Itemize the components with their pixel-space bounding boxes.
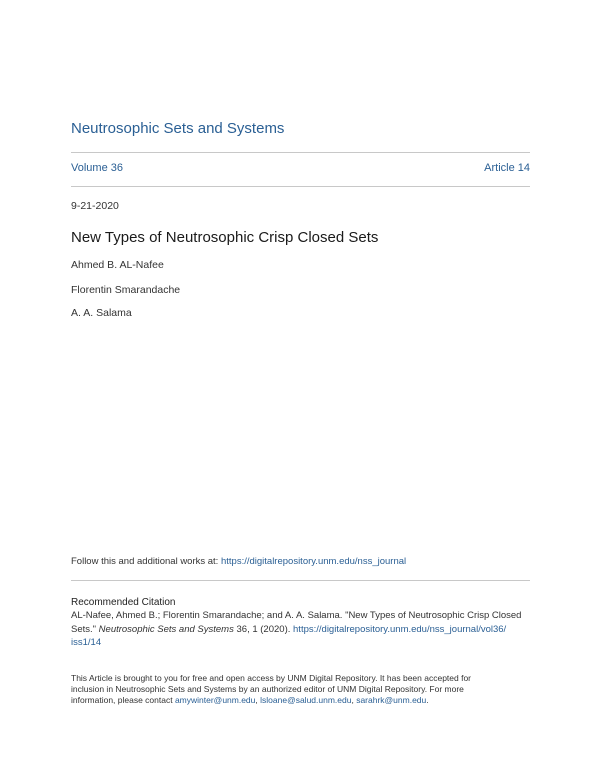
- follow-line: [71, 556, 406, 567]
- citation-body: [71, 609, 533, 650]
- email-link-3[interactable]: sarahrk@unm.edu: [356, 695, 427, 705]
- author-3: A. A. Salama: [71, 307, 132, 319]
- citation-line-3: [71, 636, 533, 650]
- citation-link-part2[interactable]: iss1/14: [71, 637, 102, 648]
- citation-line-1: AL-Nafee, Ahmed B.; Florentin Smarandache; and A. A. Salama. "New Types of Neutrosophic Crisp Closed: [71, 610, 522, 621]
- article-link[interactable]: Article 14: [484, 162, 530, 174]
- follow-text: Follow this and additional works at:: [71, 556, 221, 567]
- article-title: New Types of Neutrosophic Crisp Closed Sets: [71, 229, 379, 246]
- citation-text-a: Sets.": [71, 623, 99, 635]
- volume-link[interactable]: Volume 36: [71, 162, 123, 174]
- citation-heading: Recommended Citation: [71, 597, 176, 608]
- notice-end: .: [426, 695, 429, 705]
- access-notice: [71, 673, 511, 706]
- email-link-1[interactable]: amywinter@unm.edu: [174, 695, 256, 705]
- volume-row: [71, 162, 530, 174]
- divider-top: [71, 152, 530, 153]
- author-1: Ahmed B. AL-Nafee: [71, 259, 164, 271]
- citation-line-2: [71, 623, 533, 637]
- divider-citation: [71, 580, 530, 581]
- email-separator-1: ,: [255, 695, 261, 705]
- author-2: Florentin Smarandache: [71, 284, 181, 296]
- publication-date: 9-21-2020: [71, 200, 119, 212]
- follow-link[interactable]: https://digitalrepository.unm.edu/nss_journal: [220, 556, 407, 567]
- email-separator-2: ,: [351, 695, 357, 705]
- notice-line-2: inclusion in Neutrosophic Sets and Systems by an authorized editor of UNM Digital Repository. For more: [71, 684, 464, 694]
- notice-line-1: This Article is brought to you for free and open access by UNM Digital Repository. It has been accepted for: [71, 673, 472, 683]
- email-link-2[interactable]: lsloane@salud.unm.edu: [260, 695, 352, 705]
- journal-title-link[interactable]: Neutrosophic Sets and Systems: [71, 120, 285, 137]
- citation-link-part1[interactable]: https://digitalrepository.unm.edu/nss_journal/vol36/: [293, 623, 507, 635]
- notice-line-3: [71, 695, 511, 706]
- citation-text-b: 36, 1 (2020).: [233, 623, 294, 635]
- divider-volume: [71, 186, 530, 187]
- notice-contact-text: information, please contact: [71, 695, 175, 705]
- citation-journal: Neutrosophic Sets and Systems: [98, 623, 234, 635]
